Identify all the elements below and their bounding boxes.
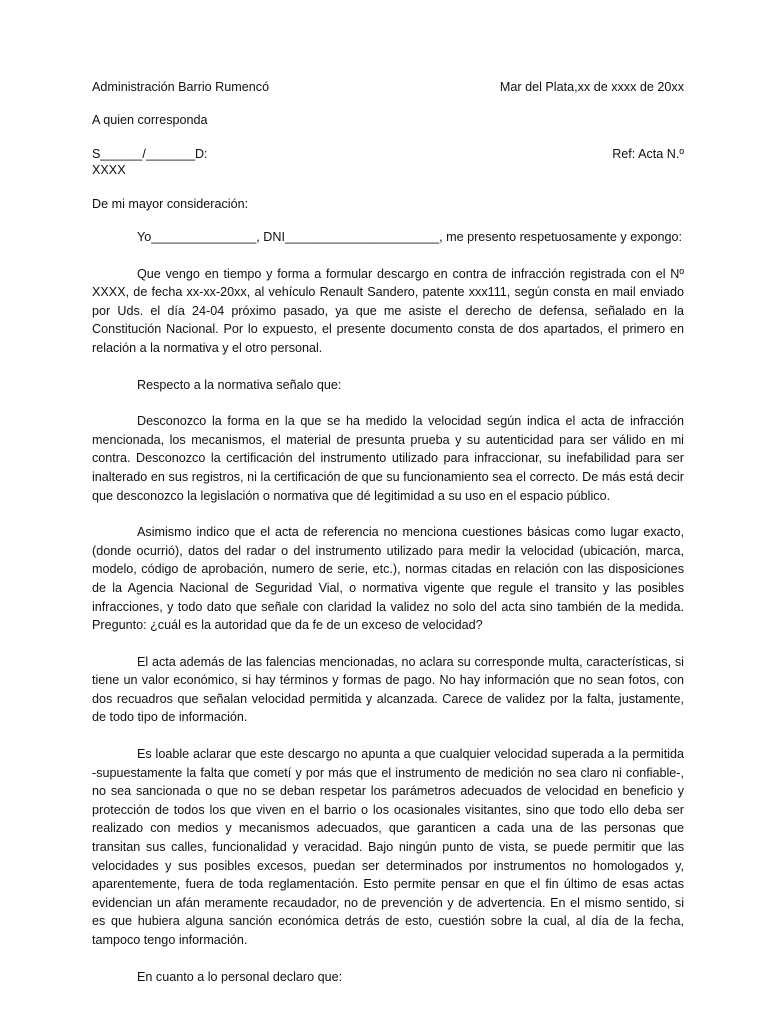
presentation-line: Yo_______________, DNI______________________, me presento respetuosamente y expongo: [137, 230, 683, 244]
paragraph-acta: El acta además de las falencias mencionadas, no aclara su corresponde multa, características, si tiene un valor económico, si hay términos y formas de pago. No hay información que no sean fotos, con dos recuadros que señalan velocidad permitida y alcanzada. Carece de validez por la falta, justamente, de todo tipo de información. [92, 654, 684, 725]
sender-name: Administración Barrio Rumencó [92, 80, 270, 94]
reference-code: S______/_______D: [92, 147, 208, 161]
letter-header [92, 78, 684, 97]
recipient: A quien corresponda [92, 113, 208, 127]
paragraph-loable: Es loable aclarar que este descargo no apunta a que cualquier velocidad superada a la permitida -supuestamente la falta que cometí y por más que el instrumento de medición no sea claro ni confiable-, no sea sancionada o que no se deban respetar los parámetros adecuados de velocidad en beneficio y protección de todos los que viven en el barrio o los ocasionales visitantes, sino que todo ello deba ser realizado con medios y mecanismos adecuados, que garanticen a cada una de las personas que transitan sus calles, funcionalidad y veracidad. Bajo ningún punto de vista, se puede permitir que las velocidades y sus posibles excesos, puedan ser determinados por instrumentos no homologados y, aparentemente, fuera de toda reglamentación. Esto permite pensar en que el fin último de esas actas evidencian un afán meramente recaudador, no de prevención y de advertencia. En el mismo sentido, si es que hubiera alguna sanción económica detrás de esto, cuestión sobre la cual, al día de la fecha, tampoco tengo información. [92, 747, 684, 947]
paragraph-intro: Que vengo en tiempo y forma a formular descargo en contra de infracción registrada con el Nº XXXX, de fecha xx-xx-20xx, al vehículo Renault Sandero, patente xxx111, según consta en mail enviado por Uds. el día 24-04 próximo pasado, ya que me asiste el derecho de defensa, señalado en la Constitución Nacional. Por lo expuesto, el presente documento consta de dos apartados, el primero en relación a la normativa y el otro personal. [92, 266, 684, 355]
paragraph-asimismo: Asimismo indico que el acta de referencia no menciona cuestiones básicas como lugar exacto, (donde ocurrió), datos del radar o del instrumento utilizado para medir la velocidad (ubicación, marca, modelo, código de aprobación, numero de serie, etc.), normas citadas en relación con las disposiciones de la Agencia Nacional de Seguridad Vial, o normativa vigente que regule el transito y las posibles infracciones, y todo dato que señale con claridad la validez no solo del acta sino también de la medida. Pregunto: ¿cuál es la autoridad que da fe de un exceso de velocidad? [92, 525, 684, 633]
place-date: Mar del Plata,xx de xxxx de 20xx [499, 80, 684, 94]
paragraph-normativa-heading: Respecto a la normativa señalo que: [137, 377, 342, 392]
reference-number: XXXX [92, 163, 126, 177]
paragraph-personal-heading: En cuanto a lo personal declaro que: [137, 969, 343, 984]
paragraph-desconozco: Desconozco la forma en la que se ha medido la velocidad según indica el acta de infracción mencionada, los mecanismos, el material de presunta prueba y su autenticidad para ser válido en mi contra. Desconozco la certificación del instrumento utilizado para infraccionar, su inefabilidad para ser inalterado en sus registros, ni la certificación de que su funcionamiento sea el correcto. De más está decir que desconozco la legislación o normativa que dé legitimidad a su uso en el espacio público. [92, 414, 684, 503]
letter-body [92, 228, 684, 986]
salutation: De mi mayor consideración: [92, 197, 249, 211]
reference-label: Ref: Acta N.º [612, 147, 684, 161]
